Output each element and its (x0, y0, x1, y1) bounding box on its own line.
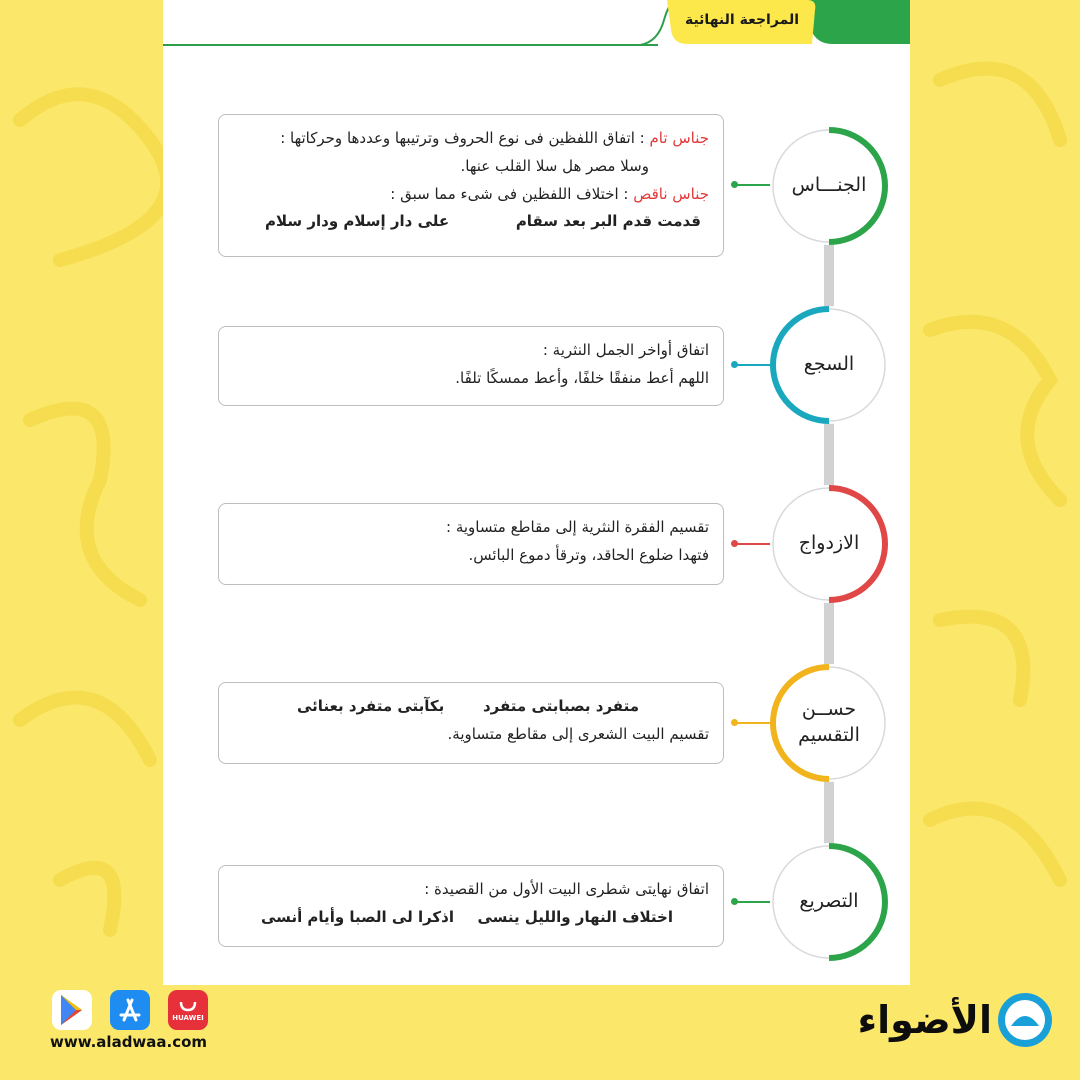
card-jinas (218, 114, 724, 257)
verse-line (233, 904, 709, 932)
verse-line (233, 693, 709, 721)
node-label-line-2: التقسيم (798, 724, 860, 746)
node-izdiwaj (770, 485, 888, 603)
example-line: اللهم أعط منفقًا خلفًا، وأعط ممسكًا تلفًا. (455, 368, 709, 387)
card-saja (218, 326, 724, 406)
huawei-appgallery-icon[interactable] (168, 990, 208, 1030)
connector-dot (731, 181, 738, 188)
node-label: الجنـــاس (791, 174, 867, 197)
brand-logo-icon (995, 990, 1055, 1050)
definition-text: : اتفاق اللفظين فى نوع الحروف وترتيبها وعددها وحركاتها : (280, 129, 645, 147)
verse-hemistich-2: على دار إسلام ودار سلام (265, 212, 450, 231)
node-label: التصريع (799, 890, 859, 913)
header-title: المراجعة النهائية (684, 12, 800, 28)
connector-dot (731, 898, 738, 905)
verse-hemistich-2: اذكرا لى الصبا وأيام أنسى (261, 907, 454, 926)
website-url[interactable]: www.aladwaa.com (50, 1033, 208, 1051)
definition-line: تقسيم البيت الشعرى إلى مقاطع متساوية. (447, 724, 709, 743)
node-jinas (770, 127, 888, 245)
node-label: الازدواج (798, 532, 860, 555)
card-husn-taqsim (218, 682, 724, 764)
verse-hemistich-2: بكآبتى متفرد بعنائى (297, 697, 445, 715)
header-tab (667, 0, 910, 44)
definition-line: اتفاق نهايتى شطرى البيت الأول من القصيدة : (424, 880, 709, 898)
header-rule (163, 44, 658, 46)
verse-hemistich-1: متفرد بصبابتى متفرد (482, 697, 639, 715)
node-saja (770, 306, 888, 424)
huawei-label: HUAWEI (172, 1014, 204, 1022)
definition-line: تقسيم الفقرة النثرية إلى مقاطع متساوية : (446, 518, 709, 536)
term-label: جناس تام (649, 129, 709, 147)
term-label: جناس ناقص (633, 184, 709, 203)
example-line: وسلا مصر هل سلا القلب عنها. (460, 156, 649, 175)
brand-logo-text: الأضواء (857, 998, 992, 1042)
node-label (770, 664, 888, 782)
definition-text: : اختلاف اللفظين فى شىء مما سبق : (390, 184, 629, 203)
connector-dot (731, 540, 738, 547)
node-label: السجع (803, 353, 855, 376)
connector-dot (731, 361, 738, 368)
verse-hemistich-1: قدمت قدم البر بعد سقام (515, 212, 701, 231)
example-line: فتهدا ضلوع الحاقد، وترقأ دموع البائس. (468, 545, 709, 564)
connector-dot (731, 719, 738, 726)
app-store-icon[interactable] (110, 990, 150, 1030)
google-play-icon[interactable] (52, 990, 92, 1030)
definition-line (233, 125, 709, 153)
verse-line (233, 208, 709, 236)
definition-line (233, 181, 709, 209)
node-label-line-1: حســن (801, 698, 857, 721)
node-husn-taqsim (770, 664, 888, 782)
verse-hemistich-1: اختلاف النهار والليل ينسى (477, 907, 673, 926)
card-tasri (218, 865, 724, 947)
definition-line: اتفاق أواخر الجمل النثرية : (542, 341, 709, 359)
card-izdiwaj (218, 503, 724, 585)
node-tasri (770, 843, 888, 961)
